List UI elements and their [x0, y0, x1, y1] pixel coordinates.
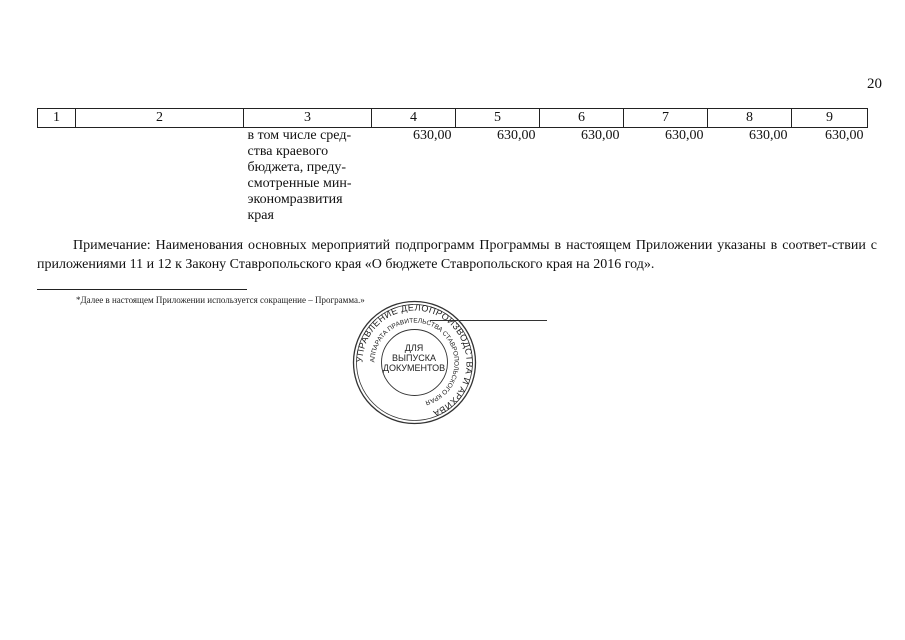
value-cell: 630,00: [825, 128, 864, 143]
stamp-outer-text: УПРАВЛЕНИЕ ДЕЛОПРОИЗВОДСТВА И АРХИВА: [354, 302, 475, 419]
value-cell: 630,00: [665, 128, 704, 143]
value-cell: 630,00: [581, 128, 620, 143]
footnote-divider: [37, 289, 247, 290]
table-cell: [38, 128, 76, 225]
column-header: 2: [76, 109, 244, 128]
column-header: 4: [372, 109, 456, 128]
value-cell: 630,00: [497, 128, 536, 143]
page-number: 20: [867, 76, 882, 92]
budget-table: [37, 108, 868, 224]
stamp-center-text: ДЛЯ ВЫПУСКА ДОКУМЕНТОВ: [382, 343, 446, 373]
column-header: 1: [38, 109, 76, 128]
table-cell: [76, 128, 244, 225]
column-header: 5: [456, 109, 540, 128]
description-cell: в том числе сред- ства краевого бюджета, преду- смотренные мин- экономразвития края: [247, 128, 352, 223]
value-cell: 630,00: [413, 128, 452, 143]
column-header: 3: [244, 109, 372, 128]
stamp-middle-text: АППАРАТА ПРАВИТЕЛЬСТВА СТАВРОПОЛЬСКОГО КРАЯ: [369, 317, 460, 406]
footnote: *Далее в настоящем Приложении используется сокращение – Программа.»: [76, 295, 365, 305]
note-paragraph: Примечание: Наименования основных мероприятий подпрограмм Программы в настоящем Приложении указаны в соответ-ствии с приложениями 11 и 12 к Закону Ставропольского края «О бюджете Ставропольского края на 2016 год».: [37, 238, 877, 272]
table-row: [38, 128, 868, 225]
value-cell: 630,00: [749, 128, 788, 143]
column-header: 8: [708, 109, 792, 128]
column-header: 7: [624, 109, 708, 128]
column-header: 6: [540, 109, 624, 128]
table-header-row: [38, 109, 868, 128]
column-header: 9: [792, 109, 868, 128]
